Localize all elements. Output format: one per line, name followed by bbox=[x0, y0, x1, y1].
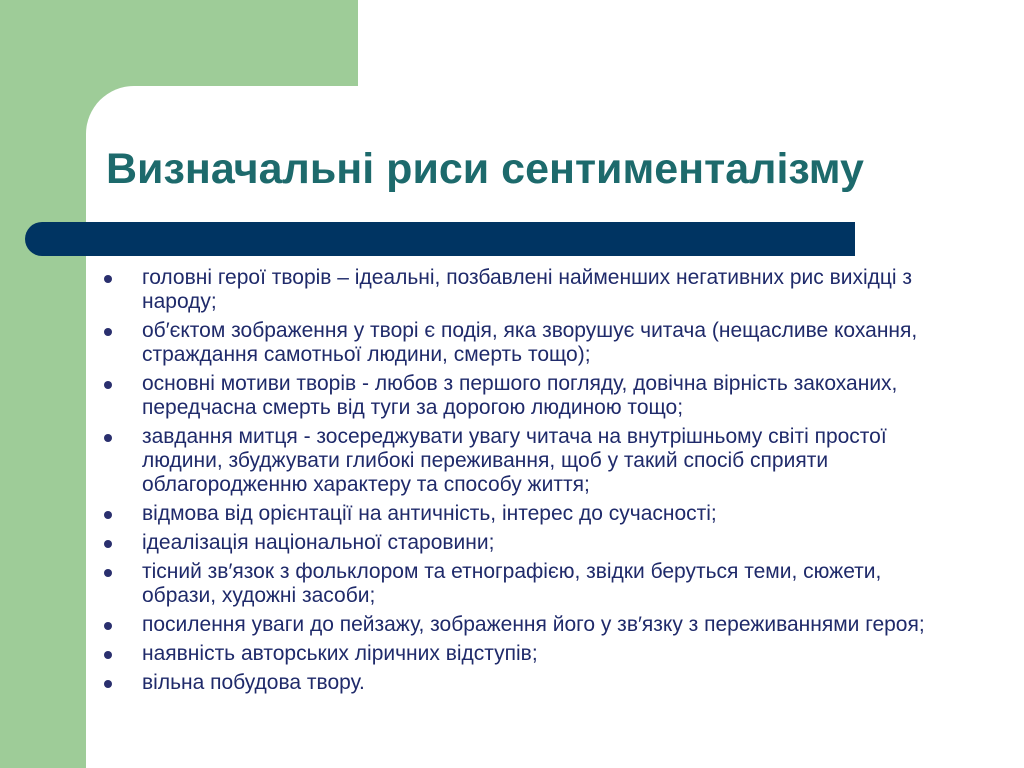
bullet-text: завдання митця - зосереджувати увагу читача на внутрішньому світі простої людини, збуджувати глибокі переживання, щоб у такий спосіб сприяти облагородженню характеру та способу життя; bbox=[142, 425, 887, 496]
title-underline-bar bbox=[25, 222, 855, 256]
bullet-icon bbox=[104, 434, 112, 442]
bullet-text: вільна побудова твору. bbox=[142, 671, 365, 694]
bullet-icon bbox=[104, 651, 112, 659]
bullet-text: ідеалізація національної старовини; bbox=[142, 531, 495, 554]
bullet-icon bbox=[104, 569, 112, 577]
list-item bbox=[104, 531, 944, 555]
bullet-icon bbox=[104, 511, 112, 519]
bullet-icon bbox=[104, 540, 112, 548]
slide-title: Визначальні риси сентименталізму bbox=[106, 145, 864, 193]
list-item bbox=[104, 425, 944, 497]
bullet-text: посилення уваги до пейзажу, зображення його у зв′язку з переживаннями героя; bbox=[142, 613, 925, 636]
bullet-text: головні герої творів – ідеальні, позбавлені найменших негативних рис вихідці з народу; bbox=[142, 266, 913, 313]
bullet-list bbox=[104, 266, 944, 700]
bullet-icon bbox=[104, 381, 112, 389]
bullet-text: основні мотиви творів - любов з першого погляду, довічна вірність закоханих, передчасна смерть від туги за дорогою людиною тощо; bbox=[142, 372, 898, 419]
list-item bbox=[104, 266, 944, 314]
bullet-icon bbox=[104, 328, 112, 336]
bullet-text: об′єктом зображення у творі є подія, яка зворушує читача (нещасливе кохання, страждання самотньої людини, смерть тощо); bbox=[142, 319, 918, 366]
bullet-icon bbox=[104, 680, 112, 688]
bullet-icon bbox=[104, 622, 112, 630]
list-item bbox=[104, 372, 944, 420]
list-item bbox=[104, 502, 944, 526]
list-item bbox=[104, 642, 944, 666]
bullet-icon bbox=[104, 275, 112, 283]
list-item bbox=[104, 613, 944, 637]
list-item bbox=[104, 319, 944, 367]
list-item bbox=[104, 671, 944, 695]
bullet-text: відмова від орієнтації на античність, інтерес до сучасності; bbox=[142, 502, 717, 525]
list-item bbox=[104, 560, 944, 608]
bullet-text: наявність авторських ліричних відступів; bbox=[142, 642, 538, 665]
bullet-text: тісний зв′язок з фольклором та етнографією, звідки беруться теми, сюжети, образи, художні засоби; bbox=[142, 560, 882, 607]
